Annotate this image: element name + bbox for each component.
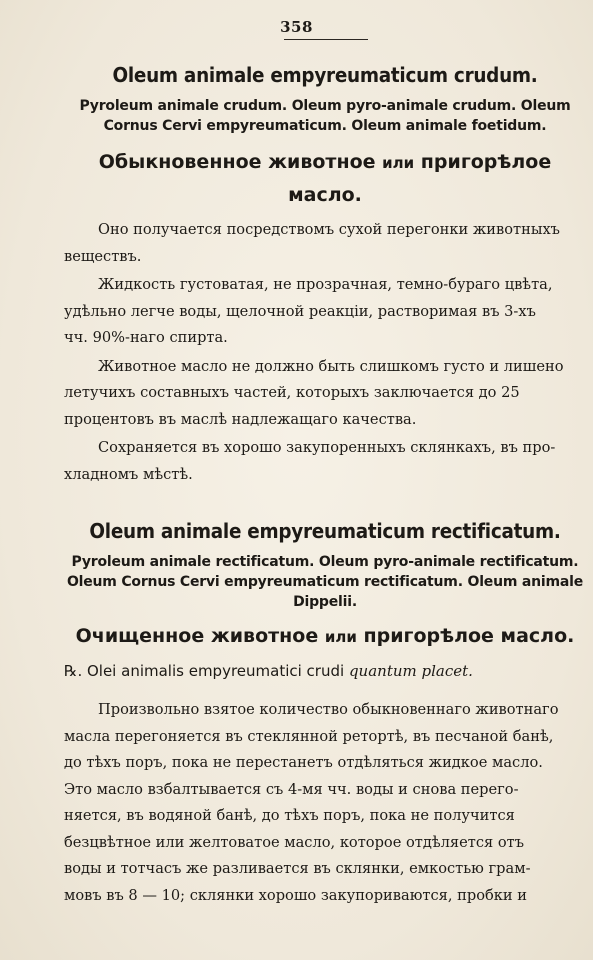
header-rule (284, 39, 368, 40)
section2-paragraph (64, 697, 586, 909)
paragraph-line: процентовъ въ маслѣ надлежащаго качества. (64, 410, 417, 428)
paragraph-line: Жидкость густоватая, не прозрачная, темно-бураго цвѣта, (98, 276, 553, 293)
recipe-line (64, 657, 586, 685)
paragraph-line: Произвольно взятое количество обыкновеннаго животнаго (98, 701, 559, 718)
section1-paragraph (64, 435, 586, 488)
paragraph-line: веществъ. (64, 247, 142, 265)
paragraph-line: воды и тотчасъ же разливается въ склянки, емкостью грам- (64, 860, 531, 877)
paragraph-line: чч. 90%-наго спирта. (64, 329, 228, 346)
paragraph-line: Сохраняется въ хорошо закупоренныхъ склянкахъ, въ про- (98, 439, 556, 456)
paragraph-line: Оно получается посредствомъ сухой перегонки животныхъ (98, 221, 560, 238)
section2-synonym-line: Dippelii. (293, 594, 357, 610)
section1-paragraph (64, 354, 586, 434)
paragraph-line: Животное масло не должно быть слишкомъ густо и лишено (98, 357, 564, 375)
recipe-quantity: quantum placet. (348, 662, 473, 680)
paragraph-line: безцвѣтное или желтоватое масло, которое отдѣляется отъ (64, 833, 524, 851)
paragraph-line: масла перегоняется въ стеклянной ретортѣ, въ песчаной банѣ, (64, 727, 554, 745)
paragraph-line: удѣльно легче воды, щелочной реакціи, растворимая въ 3-хъ (64, 302, 536, 320)
section1-synonym-line: Cornus Cervi empyreumaticum. Oleum animale foetidum. (103, 118, 547, 134)
section1-russian-title (64, 146, 586, 211)
section2-russian-title-a: Очищенное животное (75, 625, 319, 647)
section1-synonym-line: Pyroleum animale crudum. Oleum pyro-animale crudum. Oleum (79, 98, 571, 114)
paragraph-line: летучихъ составныхъ частей, которыхъ заключается до 25 (64, 384, 520, 401)
paragraph-line: до тѣхъ поръ, пока не перестанетъ отдѣляться жидкое масло. (64, 754, 543, 771)
section1-paragraph (64, 272, 586, 352)
paragraph-line: Это масло взбалтывается съ 4-мя чч. воды и снова перего- (64, 780, 519, 798)
section2-russian-title-b: пригорѣлое масло. (363, 625, 575, 647)
section1-latin-title: Oleum animale empyreumaticum crudum. (112, 63, 538, 87)
section2-synonym-line: Pyroleum animale rectificatum. Oleum pyro-animale rectificatum. (71, 554, 579, 570)
section1-russian-title-or: или (382, 154, 415, 172)
paragraph-line: няется, въ водяной банѣ, до тѣхъ поръ, пока не получится (64, 807, 515, 824)
section2-synonym-line: Oleum Cornus Cervi empyreumaticum rectificatum. Oleum animale (66, 574, 584, 590)
section2-synonyms (64, 552, 586, 612)
section2-russian-title (64, 620, 586, 653)
section2-russian-title-or: или (324, 628, 357, 646)
section1-paragraph (64, 217, 586, 270)
section1-synonyms (64, 96, 586, 136)
recipe-prefix: ℞. Olei animalis empyreumatici crudi (64, 662, 345, 680)
paragraph-line: хладномъ мѣстѣ. (64, 465, 193, 483)
paragraph-line: мовъ въ 8 — 10; склянки хорошо закупориваются, пробки и (64, 886, 527, 904)
page-content (64, 58, 586, 909)
section1-russian-title-b: пригорѣлое масло. (288, 151, 552, 206)
page-number: 358 (280, 18, 313, 36)
section2-latin-title: Oleum animale empyreumaticum rectificatum. (89, 519, 561, 543)
section1-russian-title-a: Обыкновенное животное (98, 151, 376, 173)
